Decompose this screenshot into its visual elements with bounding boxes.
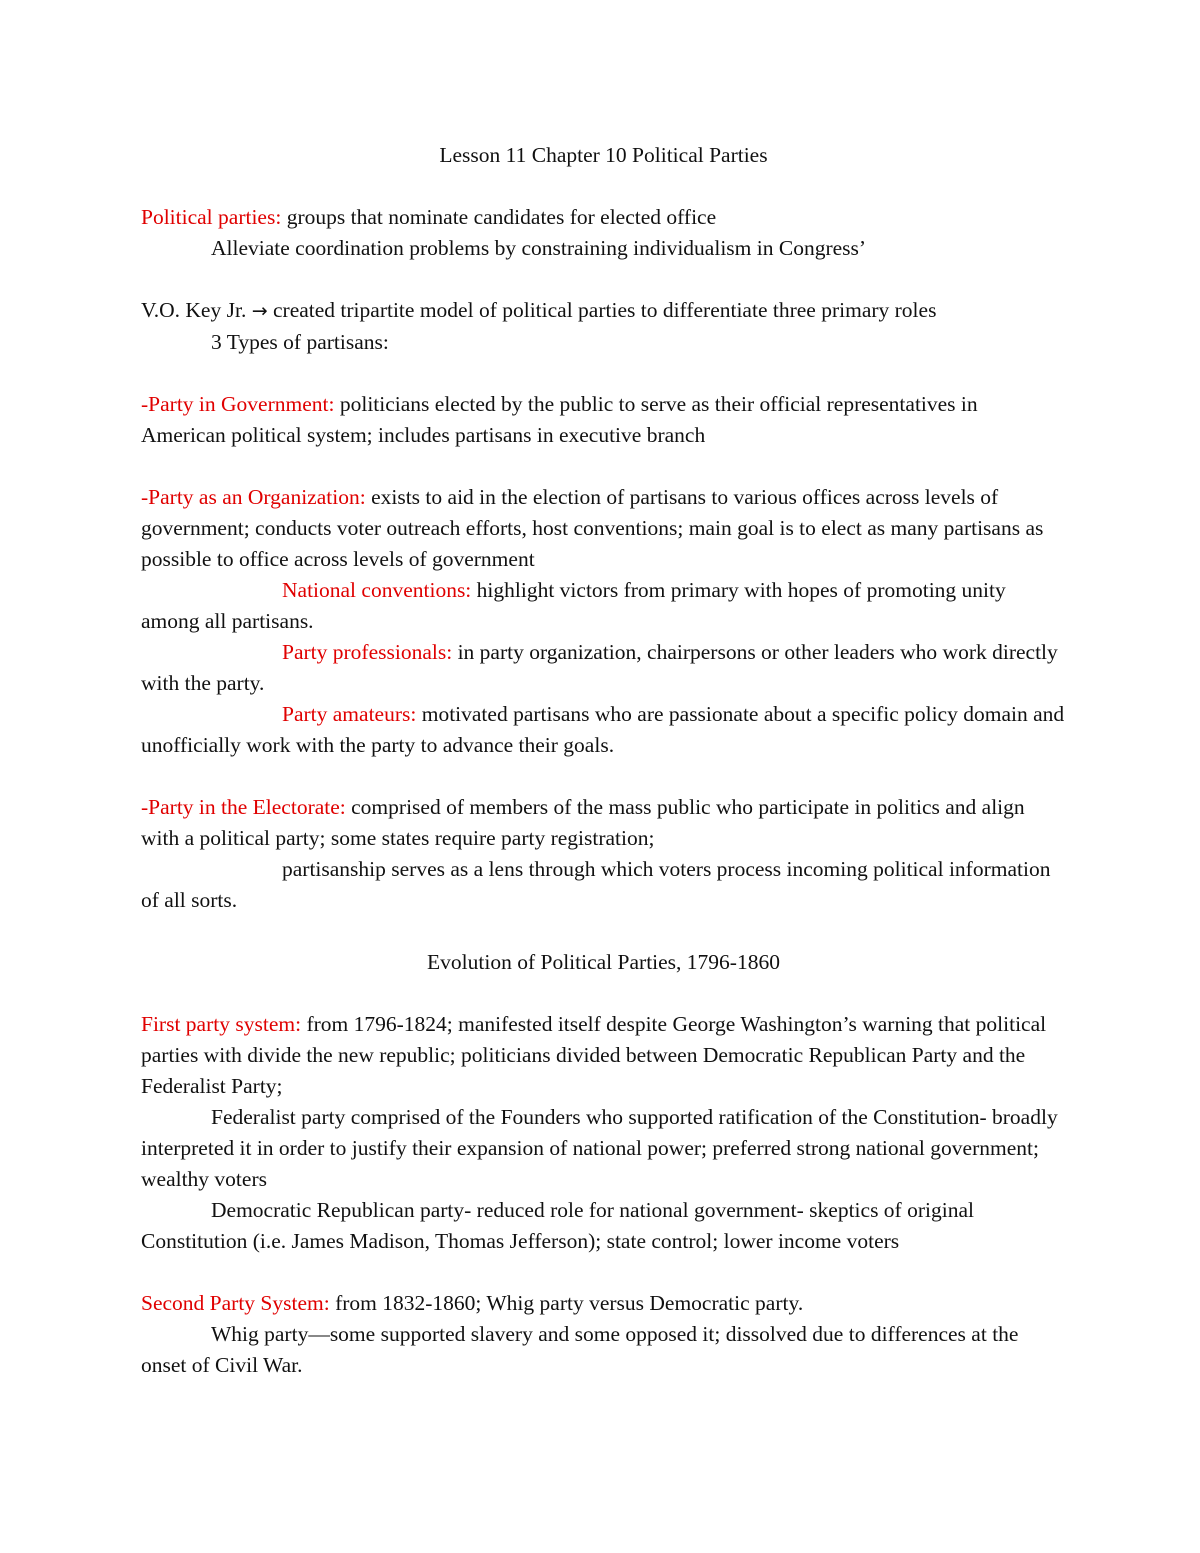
vokey-name: V.O. Key Jr.: [141, 298, 252, 322]
def-national-conventions: highlight victors from primary with hopes of promoting unity among all partisans.: [141, 578, 1006, 633]
spacer: [141, 978, 1066, 1009]
paragraph-federalist-party: [141, 1102, 1066, 1195]
def-party-as-organization: exists to aid in the election of partisans to various offices across levels of government; conducts voter outreach efforts, host conventions; main goal is to elect as many partisans as possible to office across levels of government: [141, 485, 1044, 571]
document-title: Lesson 11 Chapter 10 Political Parties: [439, 143, 768, 167]
paragraph-party-professionals: [141, 637, 1066, 699]
text-democratic-republican-party: Democratic Republican party- reduced role for national government- skeptics of original Constitution (i.e. James Madison, Thomas Jefferson); state control; lower income voters: [141, 1198, 974, 1253]
text-federalist-party: Federalist party comprised of the Founders who supported ratification of the Constitution- broadly interpreted it in order to justify their expansion of national power; preferred strong national government; wealthy voters: [141, 1105, 1058, 1191]
paragraph-democratic-republican-party: [141, 1195, 1066, 1257]
def-political-parties: groups that nominate candidates for elected office: [281, 205, 717, 229]
paragraph-party-as-organization: [141, 482, 1066, 575]
vokey-text: created tripartite model of political parties to differentiate three primary roles: [267, 298, 937, 322]
spacer: [141, 171, 1066, 202]
paragraph-party-in-government: [141, 389, 1066, 451]
term-party-professionals: Party professionals:: [282, 640, 453, 664]
paragraph-national-conventions: [141, 575, 1066, 637]
def-party-amateurs: motivated partisans who are passionate about a specific policy domain and unofficially work with the party to advance their goals.: [141, 702, 1065, 757]
paragraph-party-amateurs: [141, 699, 1066, 761]
term-second-party-system: Second Party System:: [141, 1291, 330, 1315]
term-party-in-electorate: -Party in the Electorate:: [141, 795, 346, 819]
paragraph-partisanship-lens: [141, 854, 1066, 916]
paragraph-vokey: [141, 295, 1066, 327]
paragraph-coordination: Alleviate coordination problems by constraining individualism in Congress’: [211, 236, 867, 260]
def-party-professionals: in party organization, chairpersons or other leaders who work directly with the party.: [141, 640, 1058, 695]
spacer: [141, 451, 1066, 482]
def-second-party-system: from 1832-1860; Whig party versus Democratic party.: [329, 1291, 804, 1315]
def-party-in-electorate: comprised of members of the mass public who participate in politics and align with a political party; some states require party registration;: [141, 795, 1025, 850]
paragraph-second-party-system: [141, 1288, 1066, 1319]
def-party-in-government: politicians elected by the public to serve as their official representatives in American political system; includes partisans in executive branch: [141, 392, 978, 447]
paragraph-first-party-system: [141, 1009, 1066, 1102]
spacer: [141, 1257, 1066, 1288]
paragraph-types-of-partisans: 3 Types of partisans:: [211, 330, 389, 354]
spacer: [141, 358, 1066, 389]
paragraph-party-in-electorate: [141, 792, 1066, 854]
right-arrow-icon: →: [251, 300, 268, 322]
paragraph-whig-party: [141, 1319, 1066, 1381]
term-national-conventions: National conventions:: [282, 578, 472, 602]
text-whig-party: Whig party—some supported slavery and some opposed it; dissolved due to differences at the onset of Civil War.: [141, 1322, 1019, 1377]
term-party-as-organization: -Party as an Organization:: [141, 485, 366, 509]
paragraph-political-parties: [141, 202, 1066, 233]
text-partisanship-lens: partisanship serves as a lens through which voters process incoming political information of all sorts.: [141, 857, 1051, 912]
def-first-party-system: from 1796-1824; manifested itself despite George Washington’s warning that political parties with divide the new republic; politicians divided between Democratic Republican Party and the Federalist Party;: [141, 1012, 1047, 1098]
term-party-amateurs: Party amateurs:: [282, 702, 417, 726]
term-political-parties: Political parties:: [141, 205, 282, 229]
section-subtitle: Evolution of Political Parties, 1796-1860: [427, 950, 780, 974]
document-page: [141, 140, 1066, 1381]
term-party-in-government: -Party in Government:: [141, 392, 335, 416]
spacer: [141, 916, 1066, 947]
term-first-party-system: First party system:: [141, 1012, 302, 1036]
spacer: [141, 761, 1066, 792]
spacer: [141, 264, 1066, 295]
